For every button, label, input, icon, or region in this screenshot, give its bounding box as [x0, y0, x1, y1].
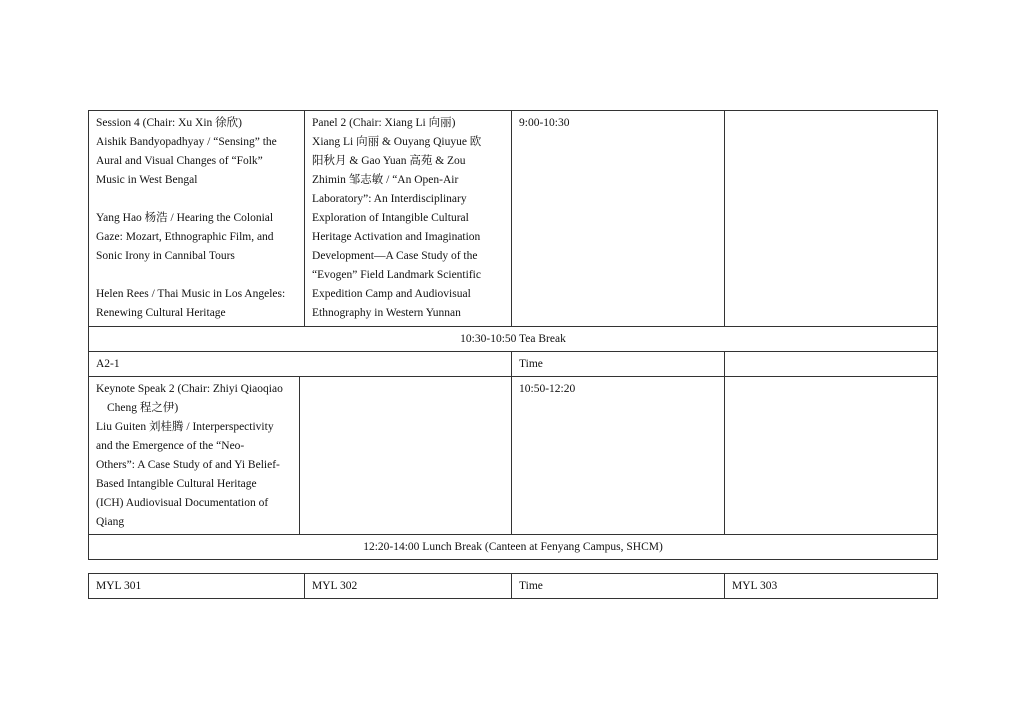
session-line: Sonic Irony in Cannibal Tours: [96, 250, 235, 262]
panel-line: 阳秋月 & Gao Yuan 高苑 & Zou: [312, 155, 466, 167]
keynote-line: Liu Guiten 刘桂腾 / Interperspectivity: [96, 421, 274, 433]
panel-line: “Evogen” Field Landmark Scientific: [312, 269, 481, 281]
empty-cell: [725, 352, 938, 377]
break-row: [89, 535, 938, 560]
keynote-cell: [89, 377, 300, 535]
panel-2-cell: [305, 111, 512, 327]
tea-break: 10:30-10:50 Tea Break: [89, 327, 938, 352]
room-myl-303: MYL 303: [725, 574, 938, 599]
session-line: Aural and Visual Changes of “Folk”: [96, 155, 263, 167]
panel-line: Laboratory”: An Interdisciplinary: [312, 193, 467, 205]
keynote-line: Others”: A Case Study of and Yi Belief-: [96, 459, 280, 471]
session-row: [89, 111, 938, 327]
panel-line: Exploration of Intangible Cultural: [312, 212, 469, 224]
keynote-line: Based Intangible Cultural Heritage: [96, 478, 257, 490]
break-row: [89, 327, 938, 352]
room-myl-302: MYL 302: [305, 574, 512, 599]
venue-label: A2-1: [89, 352, 512, 377]
keynote-time: 10:50-12:20: [512, 377, 725, 535]
time-header: Time: [512, 574, 725, 599]
keynote-line: Qiang: [96, 516, 125, 528]
time-cell: 9:00-10:30: [512, 111, 725, 327]
panel-line: Panel 2 (Chair: Xiang Li 向丽): [312, 117, 456, 129]
rooms-table: [88, 573, 938, 599]
time-header: Time: [512, 352, 725, 377]
panel-line: Heritage Activation and Imagination: [312, 231, 481, 243]
empty-cell: [725, 377, 938, 535]
keynote-line: Cheng 程之伊): [107, 402, 179, 414]
session-line: Music in West Bengal: [96, 174, 198, 186]
panel-line: Development—A Case Study of the: [312, 250, 478, 262]
session-line: Session 4 (Chair: Xu Xin 徐欣): [96, 117, 242, 129]
keynote-line: Keynote Speak 2 (Chair: Zhiyi Qiaoqiao: [96, 383, 283, 395]
keynote-line: and the Emergence of the “Neo-: [96, 440, 245, 452]
venue-header-row: [89, 352, 938, 377]
rooms-header-row: [89, 574, 938, 599]
keynote-row: [89, 377, 938, 535]
session-line: Yang Hao 杨浩 / Hearing the Colonial: [96, 212, 274, 224]
session-line: Helen Rees / Thai Music in Los Angeles:: [96, 288, 286, 300]
session-line: Renewing Cultural Heritage: [96, 307, 226, 319]
spacer: [96, 190, 297, 209]
panel-line: Xiang Li 向丽 & Ouyang Qiuyue 欧: [312, 136, 482, 148]
panel-line: Zhimin 邹志敏 / “An Open-Air: [312, 174, 459, 186]
spacer: [96, 266, 297, 285]
panel-line: Ethnography in Western Yunnan: [312, 307, 461, 319]
session-4-cell: [89, 111, 305, 327]
session-line: Gaze: Mozart, Ethnographic Film, and: [96, 231, 274, 243]
empty-cell: [725, 111, 938, 327]
schedule-table: [88, 110, 938, 560]
session-line: Aishik Bandyopadhyay / “Sensing” the: [96, 136, 277, 148]
lunch-break: 12:20-14:00 Lunch Break (Canteen at Fenyang Campus, SHCM): [89, 535, 938, 560]
keynote-line: (ICH) Audiovisual Documentation of: [96, 497, 269, 509]
panel-line: Expedition Camp and Audiovisual: [312, 288, 471, 300]
room-myl-301: MYL 301: [89, 574, 305, 599]
empty-cell: [300, 377, 512, 535]
